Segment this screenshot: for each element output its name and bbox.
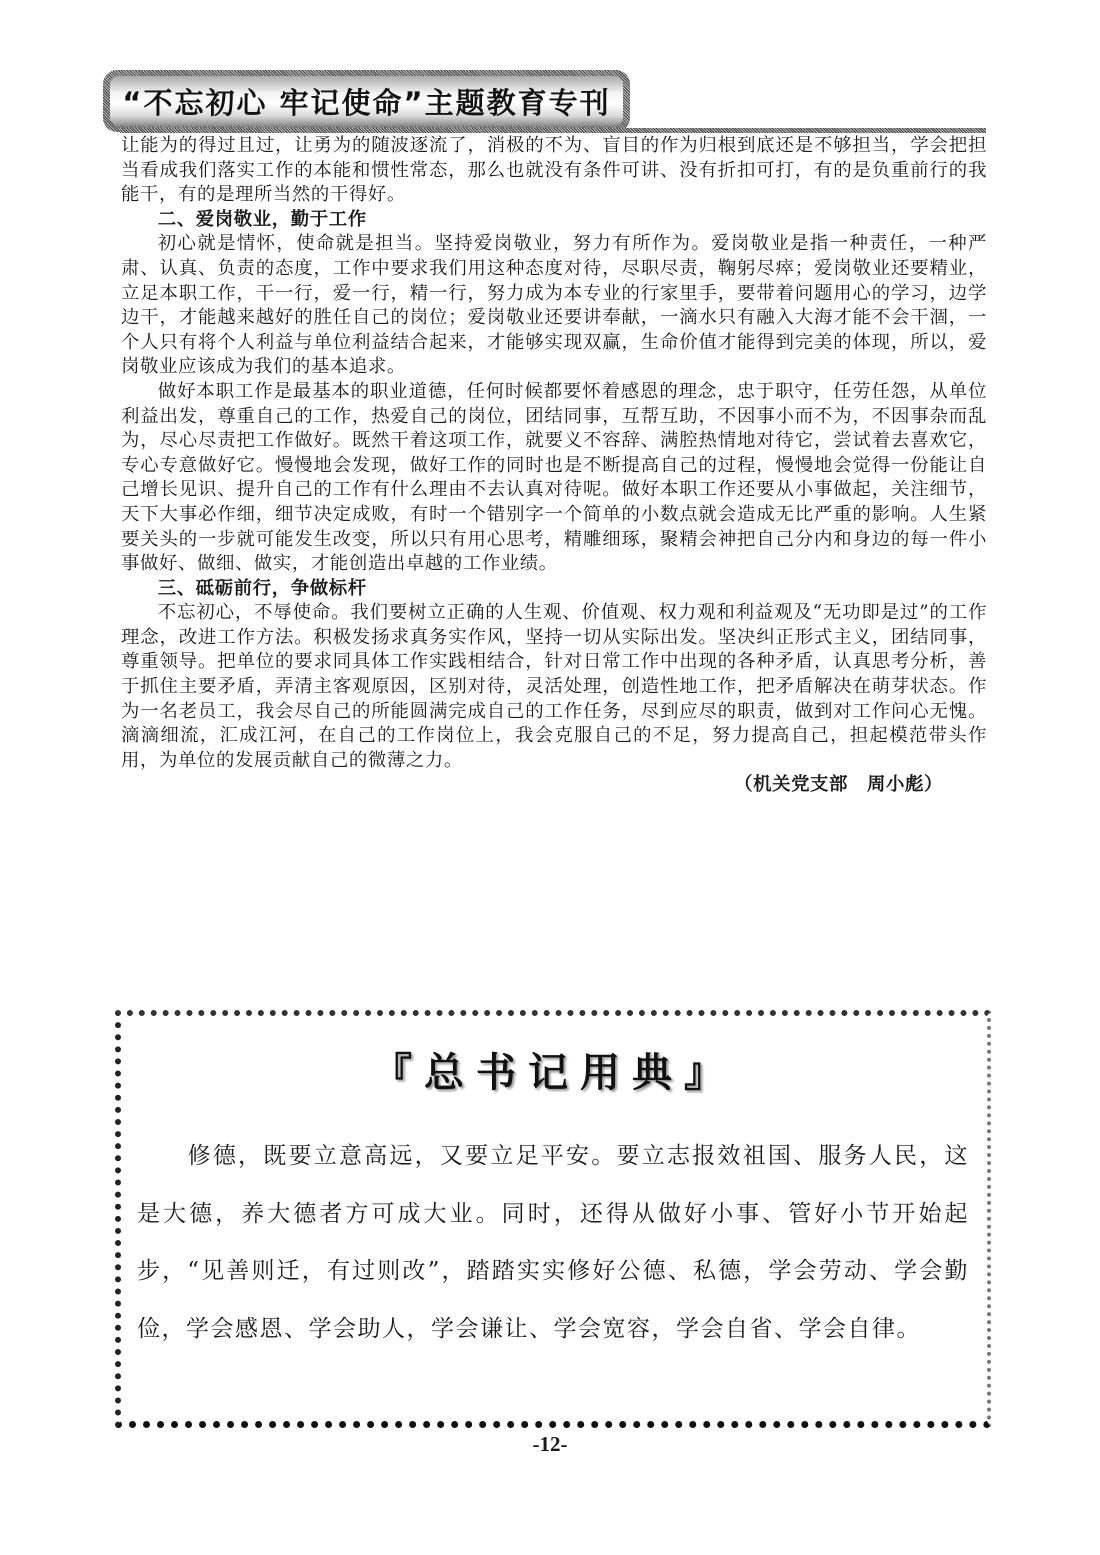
article-body bbox=[121, 134, 987, 798]
quote-box bbox=[115, 1010, 991, 1428]
article-paragraph: 让能为的得过且过，让勇为的随波逐流了，消极的不为、盲目的作为归根到底还是不够担当，学会把担当看成我们落实工作的本能和惯性常态，那么也就没有条件可讲、没有折扣可打，有的是负重前行的我能干，有的是理所当然的干得好。 bbox=[121, 135, 987, 206]
header-divider bbox=[120, 128, 986, 133]
page-number: -12- bbox=[532, 1432, 568, 1456]
section-heading: 二、爱岗敬业，勤于工作 bbox=[157, 208, 367, 230]
author-signature: （机关党支部 周小彪） bbox=[734, 774, 943, 796]
journal-title: “不忘初心 牢记使命”主题教育专刊 bbox=[122, 85, 611, 120]
article-paragraph: 不忘初心，不辱使命。我们要树立正确的人生观、价值观、权力观和利益观及“无功即是过”的工作理念，改进工作方法。积极发扬求真务实作风，坚持一切从实际出发。坚决纠正形式主义，团结同事，尊重领导。把单位的要求同具体工作实践相结合，针对日常工作中出现的各种矛盾，认真思考分析，善于抓住主要矛盾，弄清主客观原因，区别对待，灵活处理，创造性地工作，把矛盾解决在萌芽状态。作为一名老员工，我会尽自己的所能圆满完成自己的工作任务，尽到应尽的职责，做到对工作问心无愧。滴滴细流，汇成江河，在自己的工作岗位上，我会克服自己的不足，努力提高自己，担起模范带头作用，为单位的发展贡献自己的微薄之力。 bbox=[121, 602, 987, 771]
quote-box-text: 修德，既要立意高远，又要立足平安。要立志报效祖国、服务人民，这是大德，养大德者方可成大业。同时，还得从做好小事、管好小节开始起步，“见善则迁，有过则改”，踏踏实实修好公德、私德，学会劳动、学会勤俭，学会感恩、学会助人，学会谦让、学会宽容，学会自省、学会自律。 bbox=[137, 1143, 969, 1342]
article-paragraph: 初心就是情怀，使命就是担当。坚持爱岗敬业，努力有所作为。爱岗敬业是指一种责任，一种严肃、认真、负责的态度，工作中要求我们用这种态度对待，尽职尽责，鞠躬尽瘁；爱岗敬业还要精业，立足本职工作，干一行，爱一行，精一行，努力成为本专业的行家里手，要带着问题用心的学习，边学边干，才能越来越好的胜任自己的岗位；爱岗敬业还要讲奉献，一滴水只有融入大海才能不会干涸，一个人只有将个人利益与单位利益结合起来，才能够实现双赢，生命价值才能得到完美的体现，所以，爱岗敬业应该成为我们的基本追求。 bbox=[121, 233, 987, 378]
header-banner-inner bbox=[110, 76, 623, 126]
section-heading: 三、砥砺前行，争做标杆 bbox=[157, 577, 367, 599]
quote-box-title: 『总书记用典』 bbox=[372, 1049, 736, 1096]
article-paragraph: 做好本职工作是最基本的职业道德，任何时候都要怀着感恩的理念，忠于职守，任劳任怨，从单位利益出发，尊重自己的工作，热爱自己的岗位，团结同事，互帮互助，不因事小而不为，不因事杂而乱为，尽心尽责把工作做好。既然干着这项工作，就要义不容辞、满腔热情地对待它，尝试着去喜欢它，专心专意做好它。慢慢地会发现，做好工作的同时也是不断提高自己的过程，慢慢地会觉得一份能让自己增长见识、提升自己的工作有什么理由不去认真对待呢。做好本职工作还要从小事做起，关注细节，天下大事必作细，细节决定成败，有时一个错别字一个简单的小数点就会造成无比严重的影响。人生紧要关头的一步就可能发生改变，所以只有用心思考，精雕细琢，聚精会神把自己分内和身边的每一件小事做好、做细、做实，才能创造出卓越的工作业绩。 bbox=[121, 380, 987, 575]
header-banner bbox=[103, 70, 630, 132]
